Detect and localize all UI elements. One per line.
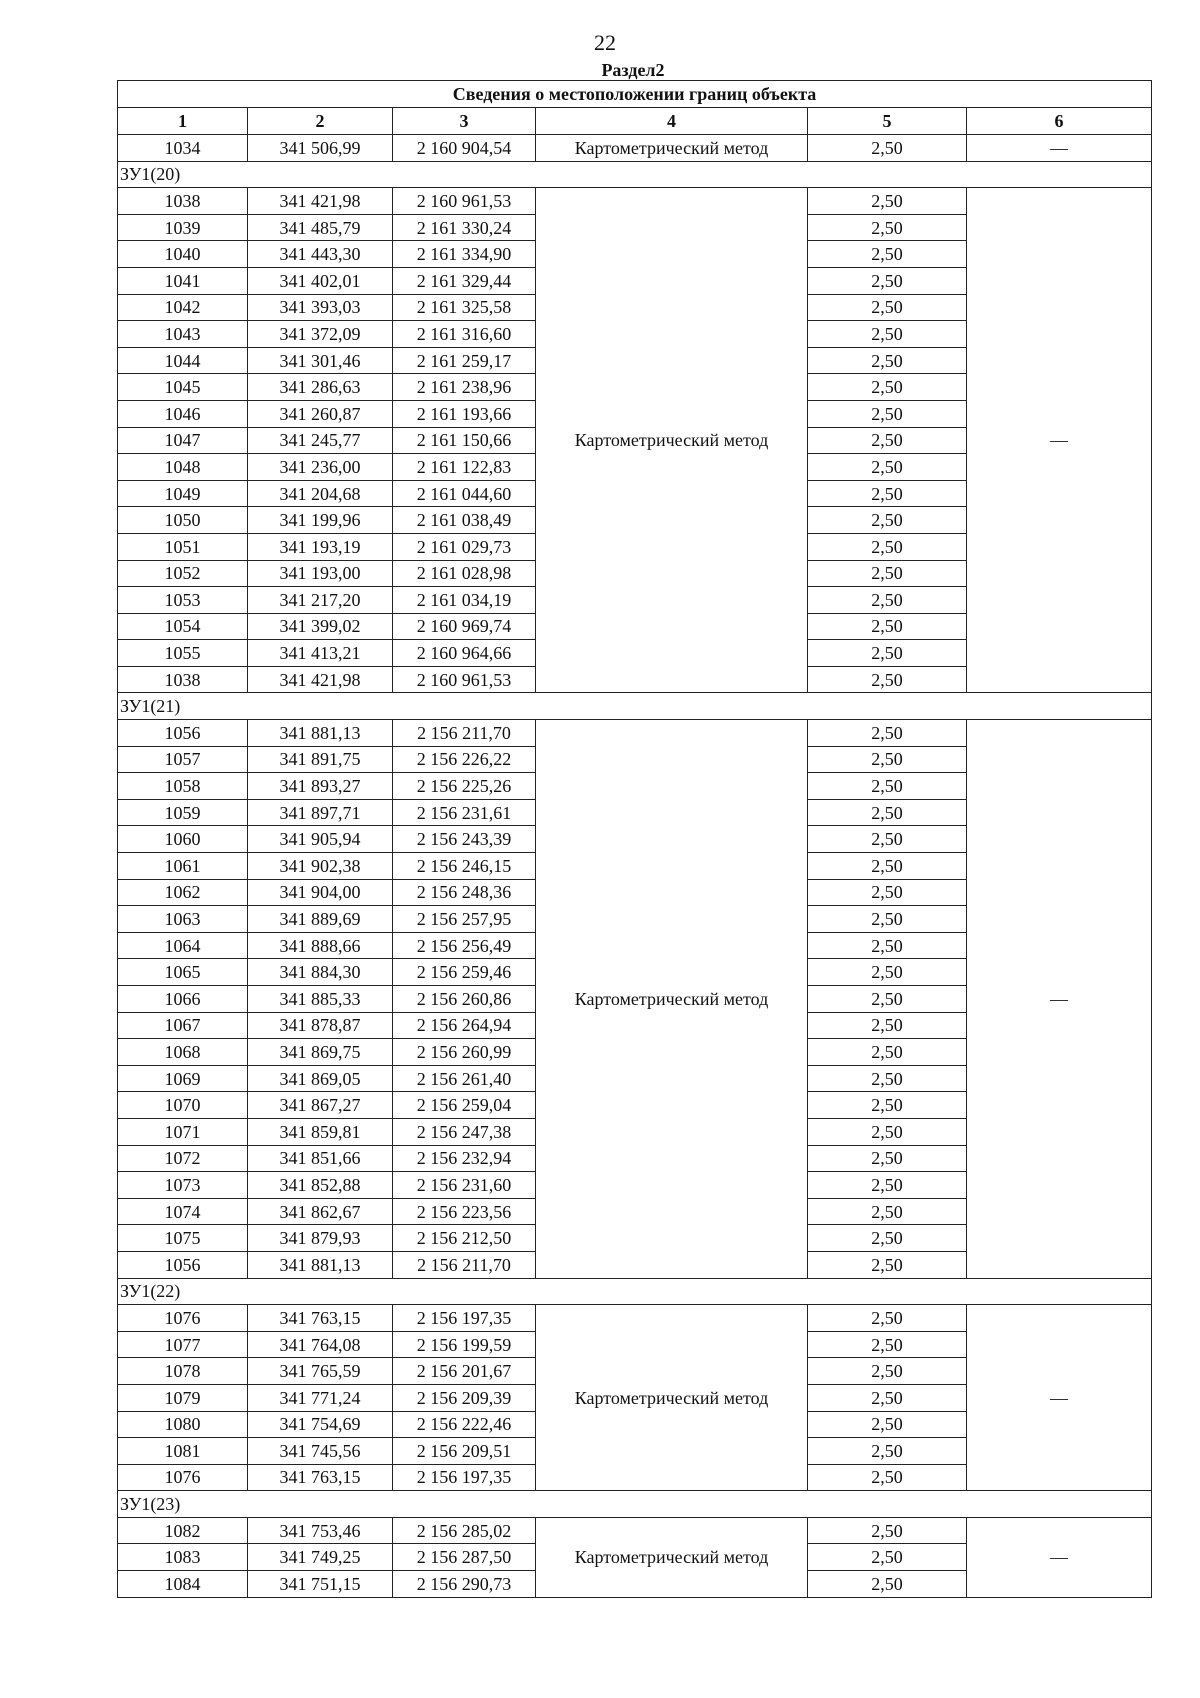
y-coordinate-cell: 2 160 904,54 xyxy=(393,135,536,162)
x-coordinate-cell: 341 286,63 xyxy=(248,374,393,401)
x-coordinate-cell: 341 485,79 xyxy=(248,214,393,241)
column-number: 2 xyxy=(248,108,393,135)
accuracy-cell: 2,50 xyxy=(808,400,967,427)
point-number-cell: 1059 xyxy=(118,799,248,826)
table-row xyxy=(118,1517,1152,1544)
point-number-cell: 1047 xyxy=(118,427,248,454)
y-coordinate-cell: 2 161 044,60 xyxy=(393,480,536,507)
accuracy-cell: 2,50 xyxy=(808,906,967,933)
accuracy-cell: 2,50 xyxy=(808,347,967,374)
accuracy-cell: 2,50 xyxy=(808,799,967,826)
y-coordinate-cell: 2 156 222,46 xyxy=(393,1411,536,1438)
y-coordinate-cell: 2 156 197,35 xyxy=(393,1464,536,1491)
point-number-cell: 1039 xyxy=(118,214,248,241)
y-coordinate-cell: 2 156 226,22 xyxy=(393,746,536,773)
y-coordinate-cell: 2 161 325,58 xyxy=(393,294,536,321)
x-coordinate-cell: 341 753,46 xyxy=(248,1517,393,1544)
point-number-cell: 1063 xyxy=(118,906,248,933)
point-number-cell: 1065 xyxy=(118,959,248,986)
x-coordinate-cell: 341 869,75 xyxy=(248,1039,393,1066)
accuracy-cell: 2,50 xyxy=(808,267,967,294)
y-coordinate-cell: 2 156 209,39 xyxy=(393,1384,536,1411)
accuracy-cell: 2,50 xyxy=(808,986,967,1013)
x-coordinate-cell: 341 506,99 xyxy=(248,135,393,162)
column-number: 4 xyxy=(536,108,808,135)
x-coordinate-cell: 341 764,08 xyxy=(248,1331,393,1358)
point-number-cell: 1072 xyxy=(118,1145,248,1172)
coordinates-table xyxy=(117,80,1152,1598)
point-number-cell: 1042 xyxy=(118,294,248,321)
accuracy-cell: 2,50 xyxy=(808,720,967,747)
y-coordinate-cell: 2 156 260,86 xyxy=(393,986,536,1013)
point-number-cell: 1074 xyxy=(118,1198,248,1225)
accuracy-cell: 2,50 xyxy=(808,374,967,401)
accuracy-cell: 2,50 xyxy=(808,135,967,162)
y-coordinate-cell: 2 161 034,19 xyxy=(393,587,536,614)
y-coordinate-cell: 2 161 028,98 xyxy=(393,560,536,587)
x-coordinate-cell: 341 245,77 xyxy=(248,427,393,454)
y-coordinate-cell: 2 156 201,67 xyxy=(393,1358,536,1385)
x-coordinate-cell: 341 751,15 xyxy=(248,1571,393,1598)
table-row xyxy=(118,188,1152,215)
y-coordinate-cell: 2 156 211,70 xyxy=(393,1251,536,1278)
x-coordinate-cell: 341 393,03 xyxy=(248,294,393,321)
point-number-cell: 1049 xyxy=(118,480,248,507)
accuracy-cell: 2,50 xyxy=(808,826,967,853)
point-number-cell: 1038 xyxy=(118,188,248,215)
x-coordinate-cell: 341 904,00 xyxy=(248,879,393,906)
y-coordinate-cell: 2 160 964,66 xyxy=(393,640,536,667)
x-coordinate-cell: 341 301,46 xyxy=(248,347,393,374)
note-cell: — xyxy=(967,1517,1152,1597)
point-number-cell: 1071 xyxy=(118,1118,248,1145)
x-coordinate-cell: 341 889,69 xyxy=(248,906,393,933)
accuracy-cell: 2,50 xyxy=(808,773,967,800)
y-coordinate-cell: 2 156 246,15 xyxy=(393,853,536,880)
accuracy-cell: 2,50 xyxy=(808,214,967,241)
y-coordinate-cell: 2 156 223,56 xyxy=(393,1198,536,1225)
note-cell: — xyxy=(967,1305,1152,1491)
y-coordinate-cell: 2 156 290,73 xyxy=(393,1571,536,1598)
accuracy-cell: 2,50 xyxy=(808,1172,967,1199)
y-coordinate-cell: 2 156 261,40 xyxy=(393,1065,536,1092)
y-coordinate-cell: 2 156 225,26 xyxy=(393,773,536,800)
point-number-cell: 1044 xyxy=(118,347,248,374)
point-number-cell: 1045 xyxy=(118,374,248,401)
point-number-cell: 1061 xyxy=(118,853,248,880)
point-number-cell: 1069 xyxy=(118,1065,248,1092)
y-coordinate-cell: 2 156 257,95 xyxy=(393,906,536,933)
x-coordinate-cell: 341 204,68 xyxy=(248,480,393,507)
y-coordinate-cell: 2 156 211,70 xyxy=(393,720,536,747)
point-number-cell: 1056 xyxy=(118,720,248,747)
point-number-cell: 1055 xyxy=(118,640,248,667)
column-number: 3 xyxy=(393,108,536,135)
group-label-row xyxy=(118,1278,1152,1305)
method-cell: Картометрический метод xyxy=(536,720,808,1278)
note-cell: — xyxy=(967,720,1152,1278)
accuracy-cell: 2,50 xyxy=(808,1358,967,1385)
group-label: ЗУ1(21) xyxy=(118,693,1152,720)
x-coordinate-cell: 341 260,87 xyxy=(248,400,393,427)
accuracy-cell: 2,50 xyxy=(808,1464,967,1491)
point-number-cell: 1064 xyxy=(118,932,248,959)
point-number-cell: 1084 xyxy=(118,1571,248,1598)
x-coordinate-cell: 341 891,75 xyxy=(248,746,393,773)
point-number-cell: 1046 xyxy=(118,400,248,427)
y-coordinate-cell: 2 156 231,61 xyxy=(393,799,536,826)
x-coordinate-cell: 341 881,13 xyxy=(248,1251,393,1278)
y-coordinate-cell: 2 156 285,02 xyxy=(393,1517,536,1544)
point-number-cell: 1050 xyxy=(118,507,248,534)
group-label: ЗУ1(20) xyxy=(118,161,1152,188)
accuracy-cell: 2,50 xyxy=(808,294,967,321)
accuracy-cell: 2,50 xyxy=(808,188,967,215)
y-coordinate-cell: 2 156 212,50 xyxy=(393,1225,536,1252)
y-coordinate-cell: 2 156 243,39 xyxy=(393,826,536,853)
table-caption-row xyxy=(118,81,1152,108)
point-number-cell: 1053 xyxy=(118,587,248,614)
accuracy-cell: 2,50 xyxy=(808,480,967,507)
accuracy-cell: 2,50 xyxy=(808,1517,967,1544)
y-coordinate-cell: 2 156 232,94 xyxy=(393,1145,536,1172)
y-coordinate-cell: 2 156 231,60 xyxy=(393,1172,536,1199)
x-coordinate-cell: 341 859,81 xyxy=(248,1118,393,1145)
y-coordinate-cell: 2 160 961,53 xyxy=(393,666,536,693)
x-coordinate-cell: 341 193,00 xyxy=(248,560,393,587)
x-coordinate-cell: 341 862,67 xyxy=(248,1198,393,1225)
point-number-cell: 1077 xyxy=(118,1331,248,1358)
point-number-cell: 1057 xyxy=(118,746,248,773)
y-coordinate-cell: 2 156 199,59 xyxy=(393,1331,536,1358)
group-label-row xyxy=(118,161,1152,188)
x-coordinate-cell: 341 749,25 xyxy=(248,1544,393,1571)
accuracy-cell: 2,50 xyxy=(808,454,967,481)
point-number-cell: 1054 xyxy=(118,613,248,640)
y-coordinate-cell: 2 160 969,74 xyxy=(393,613,536,640)
y-coordinate-cell: 2 161 330,24 xyxy=(393,214,536,241)
point-number-cell: 1034 xyxy=(118,135,248,162)
accuracy-cell: 2,50 xyxy=(808,533,967,560)
column-number: 5 xyxy=(808,108,967,135)
accuracy-cell: 2,50 xyxy=(808,746,967,773)
point-number-cell: 1076 xyxy=(118,1305,248,1332)
y-coordinate-cell: 2 156 287,50 xyxy=(393,1544,536,1571)
point-number-cell: 1058 xyxy=(118,773,248,800)
y-coordinate-cell: 2 156 260,99 xyxy=(393,1039,536,1066)
point-number-cell: 1082 xyxy=(118,1517,248,1544)
table-row xyxy=(118,135,1152,162)
x-coordinate-cell: 341 878,87 xyxy=(248,1012,393,1039)
point-number-cell: 1081 xyxy=(118,1438,248,1465)
method-cell: Картометрический метод xyxy=(536,1517,808,1597)
accuracy-cell: 2,50 xyxy=(808,1438,967,1465)
group-label: ЗУ1(23) xyxy=(118,1491,1152,1518)
accuracy-cell: 2,50 xyxy=(808,241,967,268)
accuracy-cell: 2,50 xyxy=(808,1198,967,1225)
accuracy-cell: 2,50 xyxy=(808,321,967,348)
accuracy-cell: 2,50 xyxy=(808,853,967,880)
x-coordinate-cell: 341 745,56 xyxy=(248,1438,393,1465)
point-number-cell: 1079 xyxy=(118,1384,248,1411)
accuracy-cell: 2,50 xyxy=(808,1145,967,1172)
accuracy-cell: 2,50 xyxy=(808,1571,967,1598)
y-coordinate-cell: 2 161 150,66 xyxy=(393,427,536,454)
x-coordinate-cell: 341 902,38 xyxy=(248,853,393,880)
y-coordinate-cell: 2 156 259,46 xyxy=(393,959,536,986)
point-number-cell: 1070 xyxy=(118,1092,248,1119)
accuracy-cell: 2,50 xyxy=(808,613,967,640)
accuracy-cell: 2,50 xyxy=(808,1012,967,1039)
accuracy-cell: 2,50 xyxy=(808,1331,967,1358)
accuracy-cell: 2,50 xyxy=(808,1544,967,1571)
accuracy-cell: 2,50 xyxy=(808,1225,967,1252)
x-coordinate-cell: 341 413,21 xyxy=(248,640,393,667)
accuracy-cell: 2,50 xyxy=(808,879,967,906)
point-number-cell: 1080 xyxy=(118,1411,248,1438)
group-label-row xyxy=(118,693,1152,720)
point-number-cell: 1066 xyxy=(118,986,248,1013)
y-coordinate-cell: 2 156 197,35 xyxy=(393,1305,536,1332)
point-number-cell: 1068 xyxy=(118,1039,248,1066)
x-coordinate-cell: 341 236,00 xyxy=(248,454,393,481)
y-coordinate-cell: 2 156 209,51 xyxy=(393,1438,536,1465)
accuracy-cell: 2,50 xyxy=(808,932,967,959)
x-coordinate-cell: 341 765,59 xyxy=(248,1358,393,1385)
y-coordinate-cell: 2 161 038,49 xyxy=(393,507,536,534)
page-number: 22 xyxy=(594,30,616,55)
x-coordinate-cell: 341 897,71 xyxy=(248,799,393,826)
y-coordinate-cell: 2 161 316,60 xyxy=(393,321,536,348)
x-coordinate-cell: 341 402,01 xyxy=(248,267,393,294)
table-row xyxy=(118,720,1152,747)
x-coordinate-cell: 341 852,88 xyxy=(248,1172,393,1199)
x-coordinate-cell: 341 421,98 xyxy=(248,188,393,215)
method-cell: Картометрический метод xyxy=(536,135,808,162)
method-cell: Картометрический метод xyxy=(536,1305,808,1491)
y-coordinate-cell: 2 161 329,44 xyxy=(393,267,536,294)
column-number: 6 xyxy=(967,108,1152,135)
accuracy-cell: 2,50 xyxy=(808,1118,967,1145)
group-label-row xyxy=(118,1491,1152,1518)
y-coordinate-cell: 2 161 259,17 xyxy=(393,347,536,374)
accuracy-cell: 2,50 xyxy=(808,666,967,693)
y-coordinate-cell: 2 156 256,49 xyxy=(393,932,536,959)
point-number-cell: 1060 xyxy=(118,826,248,853)
x-coordinate-cell: 341 885,33 xyxy=(248,986,393,1013)
y-coordinate-cell: 2 161 193,66 xyxy=(393,400,536,427)
table-row xyxy=(118,1305,1152,1332)
point-number-cell: 1083 xyxy=(118,1544,248,1571)
accuracy-cell: 2,50 xyxy=(808,1384,967,1411)
point-number-cell: 1078 xyxy=(118,1358,248,1385)
y-coordinate-cell: 2 156 259,04 xyxy=(393,1092,536,1119)
y-coordinate-cell: 2 156 247,38 xyxy=(393,1118,536,1145)
accuracy-cell: 2,50 xyxy=(808,1065,967,1092)
accuracy-cell: 2,50 xyxy=(808,1305,967,1332)
x-coordinate-cell: 341 372,09 xyxy=(248,321,393,348)
column-numbers-row xyxy=(118,108,1152,135)
accuracy-cell: 2,50 xyxy=(808,427,967,454)
x-coordinate-cell: 341 771,24 xyxy=(248,1384,393,1411)
x-coordinate-cell: 341 421,98 xyxy=(248,666,393,693)
point-number-cell: 1075 xyxy=(118,1225,248,1252)
point-number-cell: 1040 xyxy=(118,241,248,268)
point-number-cell: 1062 xyxy=(118,879,248,906)
x-coordinate-cell: 341 443,30 xyxy=(248,241,393,268)
point-number-cell: 1038 xyxy=(118,666,248,693)
y-coordinate-cell: 2 160 961,53 xyxy=(393,188,536,215)
x-coordinate-cell: 341 869,05 xyxy=(248,1065,393,1092)
note-cell: — xyxy=(967,135,1152,162)
y-coordinate-cell: 2 156 248,36 xyxy=(393,879,536,906)
accuracy-cell: 2,50 xyxy=(808,1039,967,1066)
x-coordinate-cell: 341 851,66 xyxy=(248,1145,393,1172)
point-number-cell: 1056 xyxy=(118,1251,248,1278)
x-coordinate-cell: 341 193,19 xyxy=(248,533,393,560)
note-cell: — xyxy=(967,188,1152,693)
x-coordinate-cell: 341 888,66 xyxy=(248,932,393,959)
y-coordinate-cell: 2 161 029,73 xyxy=(393,533,536,560)
point-number-cell: 1048 xyxy=(118,454,248,481)
y-coordinate-cell: 2 156 264,94 xyxy=(393,1012,536,1039)
x-coordinate-cell: 341 867,27 xyxy=(248,1092,393,1119)
y-coordinate-cell: 2 161 334,90 xyxy=(393,241,536,268)
x-coordinate-cell: 341 884,30 xyxy=(248,959,393,986)
x-coordinate-cell: 341 905,94 xyxy=(248,826,393,853)
x-coordinate-cell: 341 754,69 xyxy=(248,1411,393,1438)
group-label: ЗУ1(22) xyxy=(118,1278,1152,1305)
accuracy-cell: 2,50 xyxy=(808,507,967,534)
point-number-cell: 1041 xyxy=(118,267,248,294)
accuracy-cell: 2,50 xyxy=(808,587,967,614)
section-title: Раздел2 xyxy=(601,60,665,80)
x-coordinate-cell: 341 893,27 xyxy=(248,773,393,800)
y-coordinate-cell: 2 161 122,83 xyxy=(393,454,536,481)
accuracy-cell: 2,50 xyxy=(808,560,967,587)
x-coordinate-cell: 341 879,93 xyxy=(248,1225,393,1252)
accuracy-cell: 2,50 xyxy=(808,640,967,667)
accuracy-cell: 2,50 xyxy=(808,959,967,986)
x-coordinate-cell: 341 199,96 xyxy=(248,507,393,534)
accuracy-cell: 2,50 xyxy=(808,1092,967,1119)
column-number: 1 xyxy=(118,108,248,135)
accuracy-cell: 2,50 xyxy=(808,1411,967,1438)
x-coordinate-cell: 341 399,02 xyxy=(248,613,393,640)
point-number-cell: 1043 xyxy=(118,321,248,348)
table-caption: Сведения о местоположении границ объекта xyxy=(118,81,1152,108)
point-number-cell: 1052 xyxy=(118,560,248,587)
point-number-cell: 1067 xyxy=(118,1012,248,1039)
x-coordinate-cell: 341 217,20 xyxy=(248,587,393,614)
x-coordinate-cell: 341 763,15 xyxy=(248,1464,393,1491)
accuracy-cell: 2,50 xyxy=(808,1251,967,1278)
x-coordinate-cell: 341 763,15 xyxy=(248,1305,393,1332)
point-number-cell: 1051 xyxy=(118,533,248,560)
y-coordinate-cell: 2 161 238,96 xyxy=(393,374,536,401)
method-cell: Картометрический метод xyxy=(536,188,808,693)
point-number-cell: 1076 xyxy=(118,1464,248,1491)
point-number-cell: 1073 xyxy=(118,1172,248,1199)
x-coordinate-cell: 341 881,13 xyxy=(248,720,393,747)
